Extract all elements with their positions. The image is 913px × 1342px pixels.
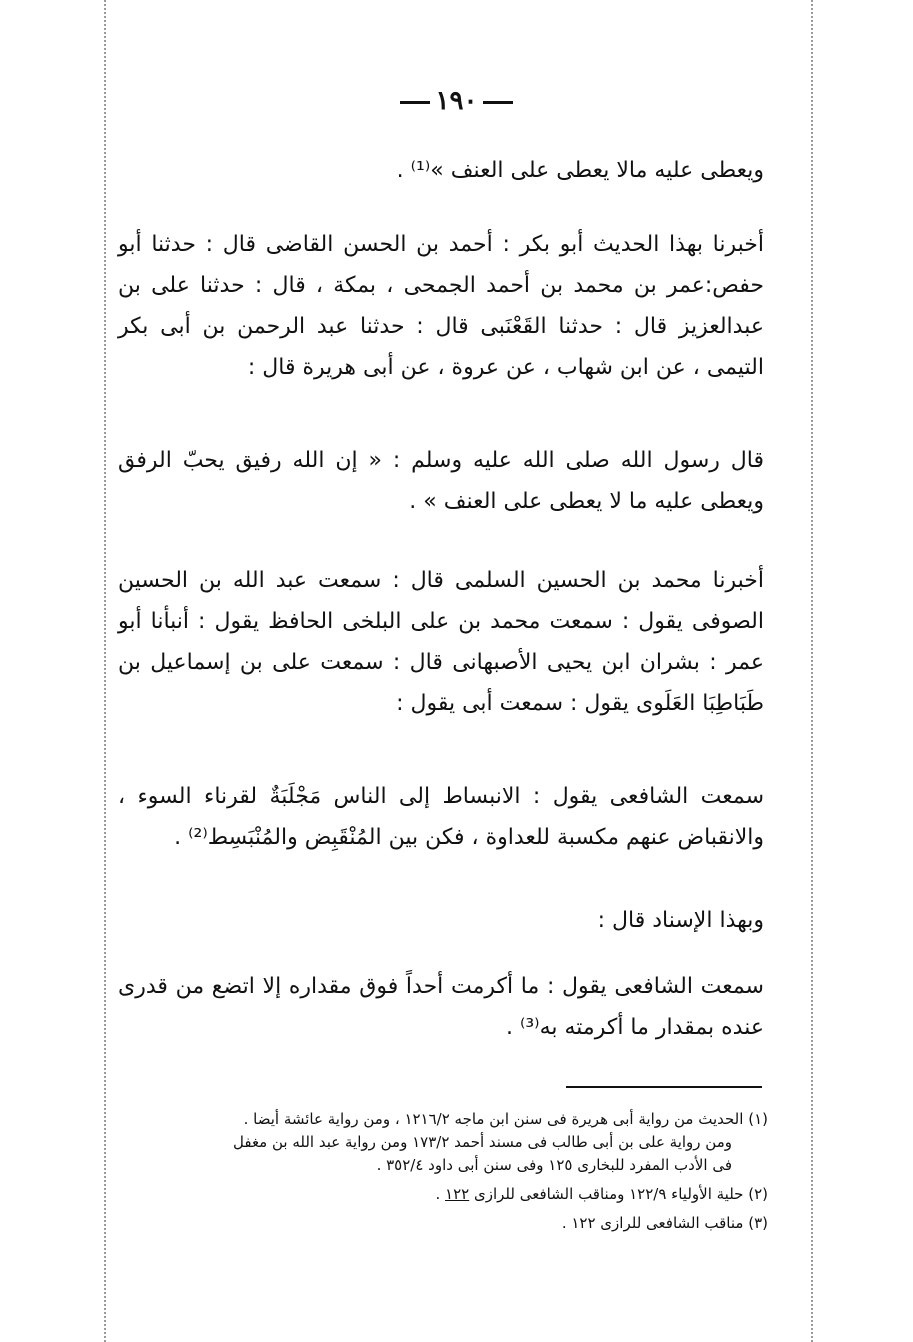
paragraph-3: قال رسول الله صلى الله عليه وسلم : « إن الله رفيق يحبّ الرفق ويعطى عليه ما لا يعطى على العنف » . bbox=[118, 448, 764, 514]
footnote-2-suffix: . bbox=[435, 1185, 446, 1203]
scan-margin-line-left bbox=[104, 0, 106, 1342]
footnote-2-text: حلية الأولياء ١٢٢/٩ ومناقب الشافعى للرازى bbox=[473, 1185, 744, 1203]
page-number-value: ١٩٠ bbox=[435, 86, 478, 116]
footnote-1-number: (١) bbox=[748, 1110, 768, 1128]
paragraph-6: وبهذا الإسناد قال : bbox=[597, 908, 764, 933]
paragraph-7: سمعت الشافعى يقول : ما أكرمت أحداً فوق مقداره إلا اتضع من قدرى عنده بمقدار ما أكرمته به⁽³⁾ . bbox=[118, 974, 764, 1040]
footnote-2-ref: ١٢٢ bbox=[445, 1185, 470, 1203]
footnotes bbox=[118, 1108, 768, 1241]
footnote-1-line-2: ومن رواية على بن أبى طالب فى مسند أحمد ١٧٣/٢ ومن رواية عبد الله بن مغفل bbox=[233, 1133, 732, 1151]
page-number-dash-left bbox=[400, 101, 430, 104]
footnote-3-text: مناقب الشافعى للرازى ١٢٢ . bbox=[561, 1214, 744, 1232]
paragraph-1: ويعطى عليه مالا يعطى على العنف »⁽¹⁾ . bbox=[396, 158, 764, 183]
footnote-3-number: (٣) bbox=[748, 1214, 768, 1232]
page-number bbox=[0, 86, 913, 116]
footnote-2 bbox=[118, 1183, 768, 1206]
footnote-separator bbox=[566, 1086, 762, 1088]
page-number-dash-right bbox=[483, 101, 513, 104]
footnote-1 bbox=[118, 1108, 768, 1177]
paragraph-4: أخبرنا محمد بن الحسين السلمى قال : سمعت عبد الله بن الحسين الصوفى يقول : سمعت محمد بن على البلخى الحافظ يقول : أنبأنا أبو عمر : بشران ابن يحيى الأصبهانى قال : سمعت على بن إسماعيل بن طَبَاطِبَا العَلَوى يقول : سمعت أبى يقول : bbox=[118, 568, 764, 716]
paragraph-2: أخبرنا بهذا الحديث أبو بكر : أحمد بن الحسن القاضى قال : حدثنا أبو حفص:عمر بن محمد بن أحمد الجمحى ، بمكة ، قال : حدثنا على بن عبدالعزيز قال : حدثنا القَعْنَبى قال : حدثنا عبد الرحمن بن أبى بكر التيمى ، عن ابن شهاب ، عن عروة ، عن أبى هريرة قال : bbox=[118, 232, 764, 380]
scan-margin-line-right bbox=[811, 0, 813, 1342]
footnote-1-line-1: الحديث من رواية أبى هريرة فى سنن ابن ماجه ١٢١٦/٢ ، ومن رواية عائشة أيضا . bbox=[243, 1110, 744, 1128]
paragraph-5: سمعت الشافعى يقول : الانبساط إلى الناس مَجْلَبَةٌ لقرناء السوء ، والانقباض عنهم مكسبة للعداوة ، فكن بين المُنْقَبِض والمُنْبَسِط⁽²⁾ . bbox=[118, 784, 764, 850]
footnote-1-line-3: فى الأدب المفرد للبخارى ١٢٥ وفى سنن أبى داود ٣٥٢/٤ . bbox=[376, 1156, 732, 1174]
footnote-2-number: (٢) bbox=[748, 1185, 768, 1203]
footnote-3 bbox=[118, 1212, 768, 1235]
